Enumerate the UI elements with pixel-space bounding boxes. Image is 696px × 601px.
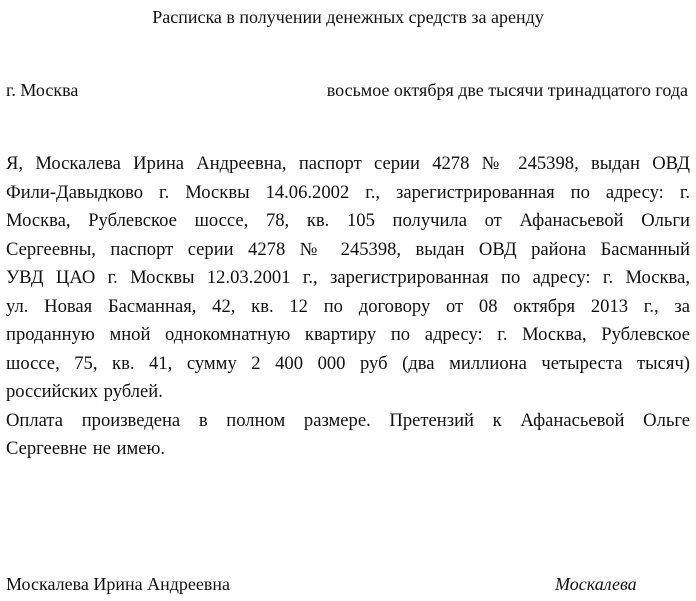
body-line: российских рублей.: [6, 381, 163, 402]
date-of-signing: восьмое октября две тысячи тринадцатого года: [326, 80, 688, 100]
body-line: Сергеевне не имею.: [6, 438, 166, 459]
body-line: Оплата произведена в полном размере. Претензий к Афанасьевой Ольге: [6, 409, 690, 431]
body-line: проданную мной однокомнатную квартиру по адресу: г. Москва, Рублевское: [6, 324, 690, 345]
body-line: Я, Москалева Ирина Андреевна, паспорт серии 4278 № 245398, выдан ОВД: [6, 153, 690, 174]
body-line: Сергеевны, паспорт серии 4278 № 245398, выдан ОВД района Басманный: [6, 238, 690, 260]
place-of-signing: г. Москва: [6, 80, 79, 100]
signer-name: Москалева Ирина Андреевна: [6, 574, 230, 594]
handwritten-signature: Москалева: [555, 574, 637, 594]
body-line: ул. Новая Басманная, 42, кв. 12 по договору от 08 октября 2013 г., за: [6, 295, 690, 317]
body-line: УВД ЦАО г. Москвы 12.03.2001 г., зарегистрированная по адресу: г. Москва,: [6, 267, 690, 288]
body-line: шоссе, 75, кв. 41, сумму 2 400 000 руб (два миллиона четыреста тысяч): [6, 352, 690, 374]
body-line: Фили-Давыдково г. Москвы 14.06.2002 г., зарегистрированная по адресу: г.: [6, 181, 690, 203]
document-title: Расписка в получении денежных средств за аренду: [152, 7, 544, 27]
receipt-body: [6, 150, 690, 464]
body-line: Москва, Рублевское шоссе, 78, кв. 105 получила от Афанасьевой Ольги: [6, 210, 690, 231]
